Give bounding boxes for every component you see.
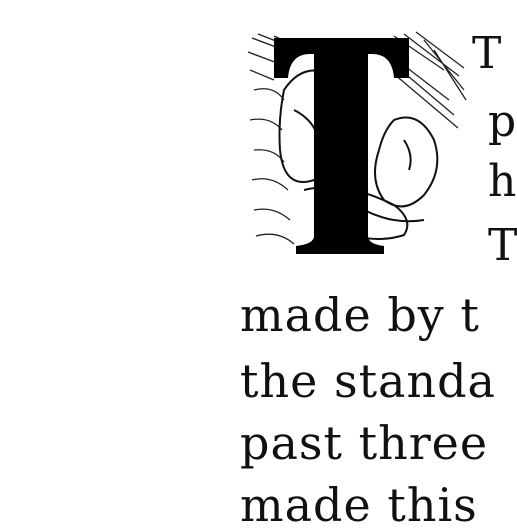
decorated-initial	[244, 30, 466, 260]
side-line-1: T	[472, 28, 502, 79]
ornament-engraving-icon	[244, 30, 466, 260]
body-line-4: made this	[240, 478, 478, 532]
side-line-3: h	[488, 156, 517, 207]
body-line-3: past three	[240, 416, 489, 470]
body-line-2: the standa	[240, 354, 496, 408]
side-line-4: T	[488, 220, 517, 271]
side-line-2: p	[488, 96, 517, 147]
body-line-1: made by t	[240, 288, 480, 342]
